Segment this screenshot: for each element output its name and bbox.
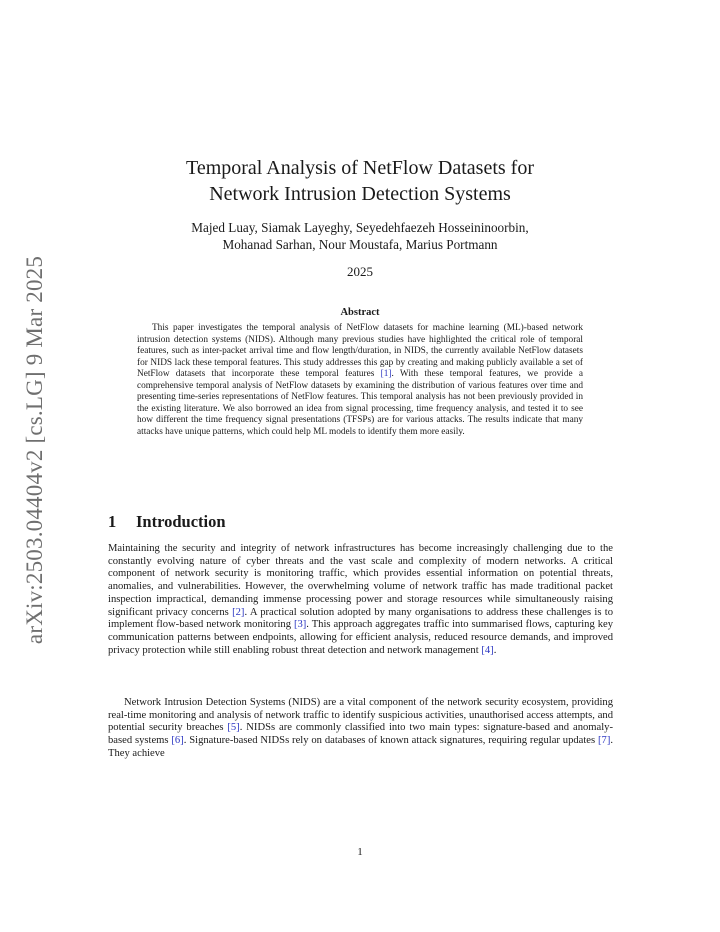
paragraph-text: . Signature-based NIDSs rely on databases of known attack signatures, requiring regular updates [183,735,598,747]
citation-link[interactable]: [4] [481,644,494,656]
paragraph-text: . [493,644,497,656]
arxiv-identifier: arXiv:2503.04404v2 [cs.LG] 9 Mar 2025 [22,255,47,645]
publication-year: 2025 [347,264,373,279]
paragraph-text: Maintaining the security and integrity of network infrastructures has become increasingly challenging due to the constantly evolving nature of cyber threats and the vast scale and complexity of modern networks. A critical component of network security is monitoring traffic, which provides essential information on potential threats, anomalies, and vulnerabilities. However, the overwhelming volume of network traffic has made traditional packet inspection impractical, demanding immense processing power and storage resources while simultaneously raising significant privacy concerns [108,543,613,618]
abstract-text: . With these temporal features, we provide a comprehensive temporal analysis of NetFlow datasets by examining the distribution of various features over time and presenting time-series representations of NetFlow features. This temporal analysis has not been previously provided in the existing literature. We also borrowed an idea from signal processing, time frequency analysis, and tested it to see how different the time frequency signal presentations (TFSPs) are for various attacks. The results indicate that many attacks have unique patterns, which could help ML models to identify them more easily. [137,369,583,437]
paper-title [0,155,720,207]
paragraph-text: . They achieve [108,735,614,759]
abstract-heading: Abstract [340,307,380,318]
citation-link[interactable]: [3] [293,619,307,631]
section-title: Introduction [136,512,226,531]
title-line-1: Temporal Analysis of NetFlow Datasets for [186,157,534,179]
paragraph-text: . NIDSs are commonly classified into two main types: signature-based and anomaly-based systems [108,722,613,747]
paragraph-text: . This approach aggregates traffic into summarised flows, capturing key communication patterns between endpoints, allowing for efficient analysis, reduced resource demands, and improved privacy protection while still enabling robust threat detection and network management [108,619,614,656]
citation-link[interactable]: [1] [380,369,392,379]
intro-paragraph-1 [108,543,613,657]
paragraph-text: . A practical solution adopted by many organisations to address these challenges is to implement flow-based network monitoring [108,606,614,631]
citation-link[interactable]: [7] [598,735,611,747]
intro-paragraph-2 [108,697,613,761]
title-line-2: Network Intrusion Detection Systems [209,183,511,205]
section-heading [108,512,226,532]
citation-link[interactable]: [6] [171,735,184,747]
citation-link[interactable]: [5] [227,722,240,734]
page-number: 1 [357,846,363,858]
citation-link[interactable]: [2] [232,606,245,618]
authors-line-1: Majed Luay, Siamak Layeghy, Seyedehfaezeh Hosseininoorbin, [191,220,529,235]
author-list [0,219,720,253]
paragraph-text: Network Intrusion Detection Systems (NIDS) are a vital component of the network security ecosystem, providing real-time monitoring and analysis of network traffic to identify suspicious activities, unauthorised access attempts, and potential security breaches [108,697,613,734]
abstract-text: This paper investigates the temporal analysis of NetFlow datasets for machine learning (ML)-based network intrusion detection systems (NIDS). Although many previous studies have highlighted the critical role of temporal features, such as inter-packet arrival time and flow length/duration, in NIDS, the currently available NetFlow datasets for NIDS lack these temporal features. This study addresses this gap by creating and making publicly available a set of NetFlow datasets that incorporate these temporal features [137,323,583,379]
abstract-body [137,323,583,438]
section-number: 1 [108,512,117,531]
authors-line-2: Mohanad Sarhan, Nour Moustafa, Marius Portmann [222,237,498,252]
